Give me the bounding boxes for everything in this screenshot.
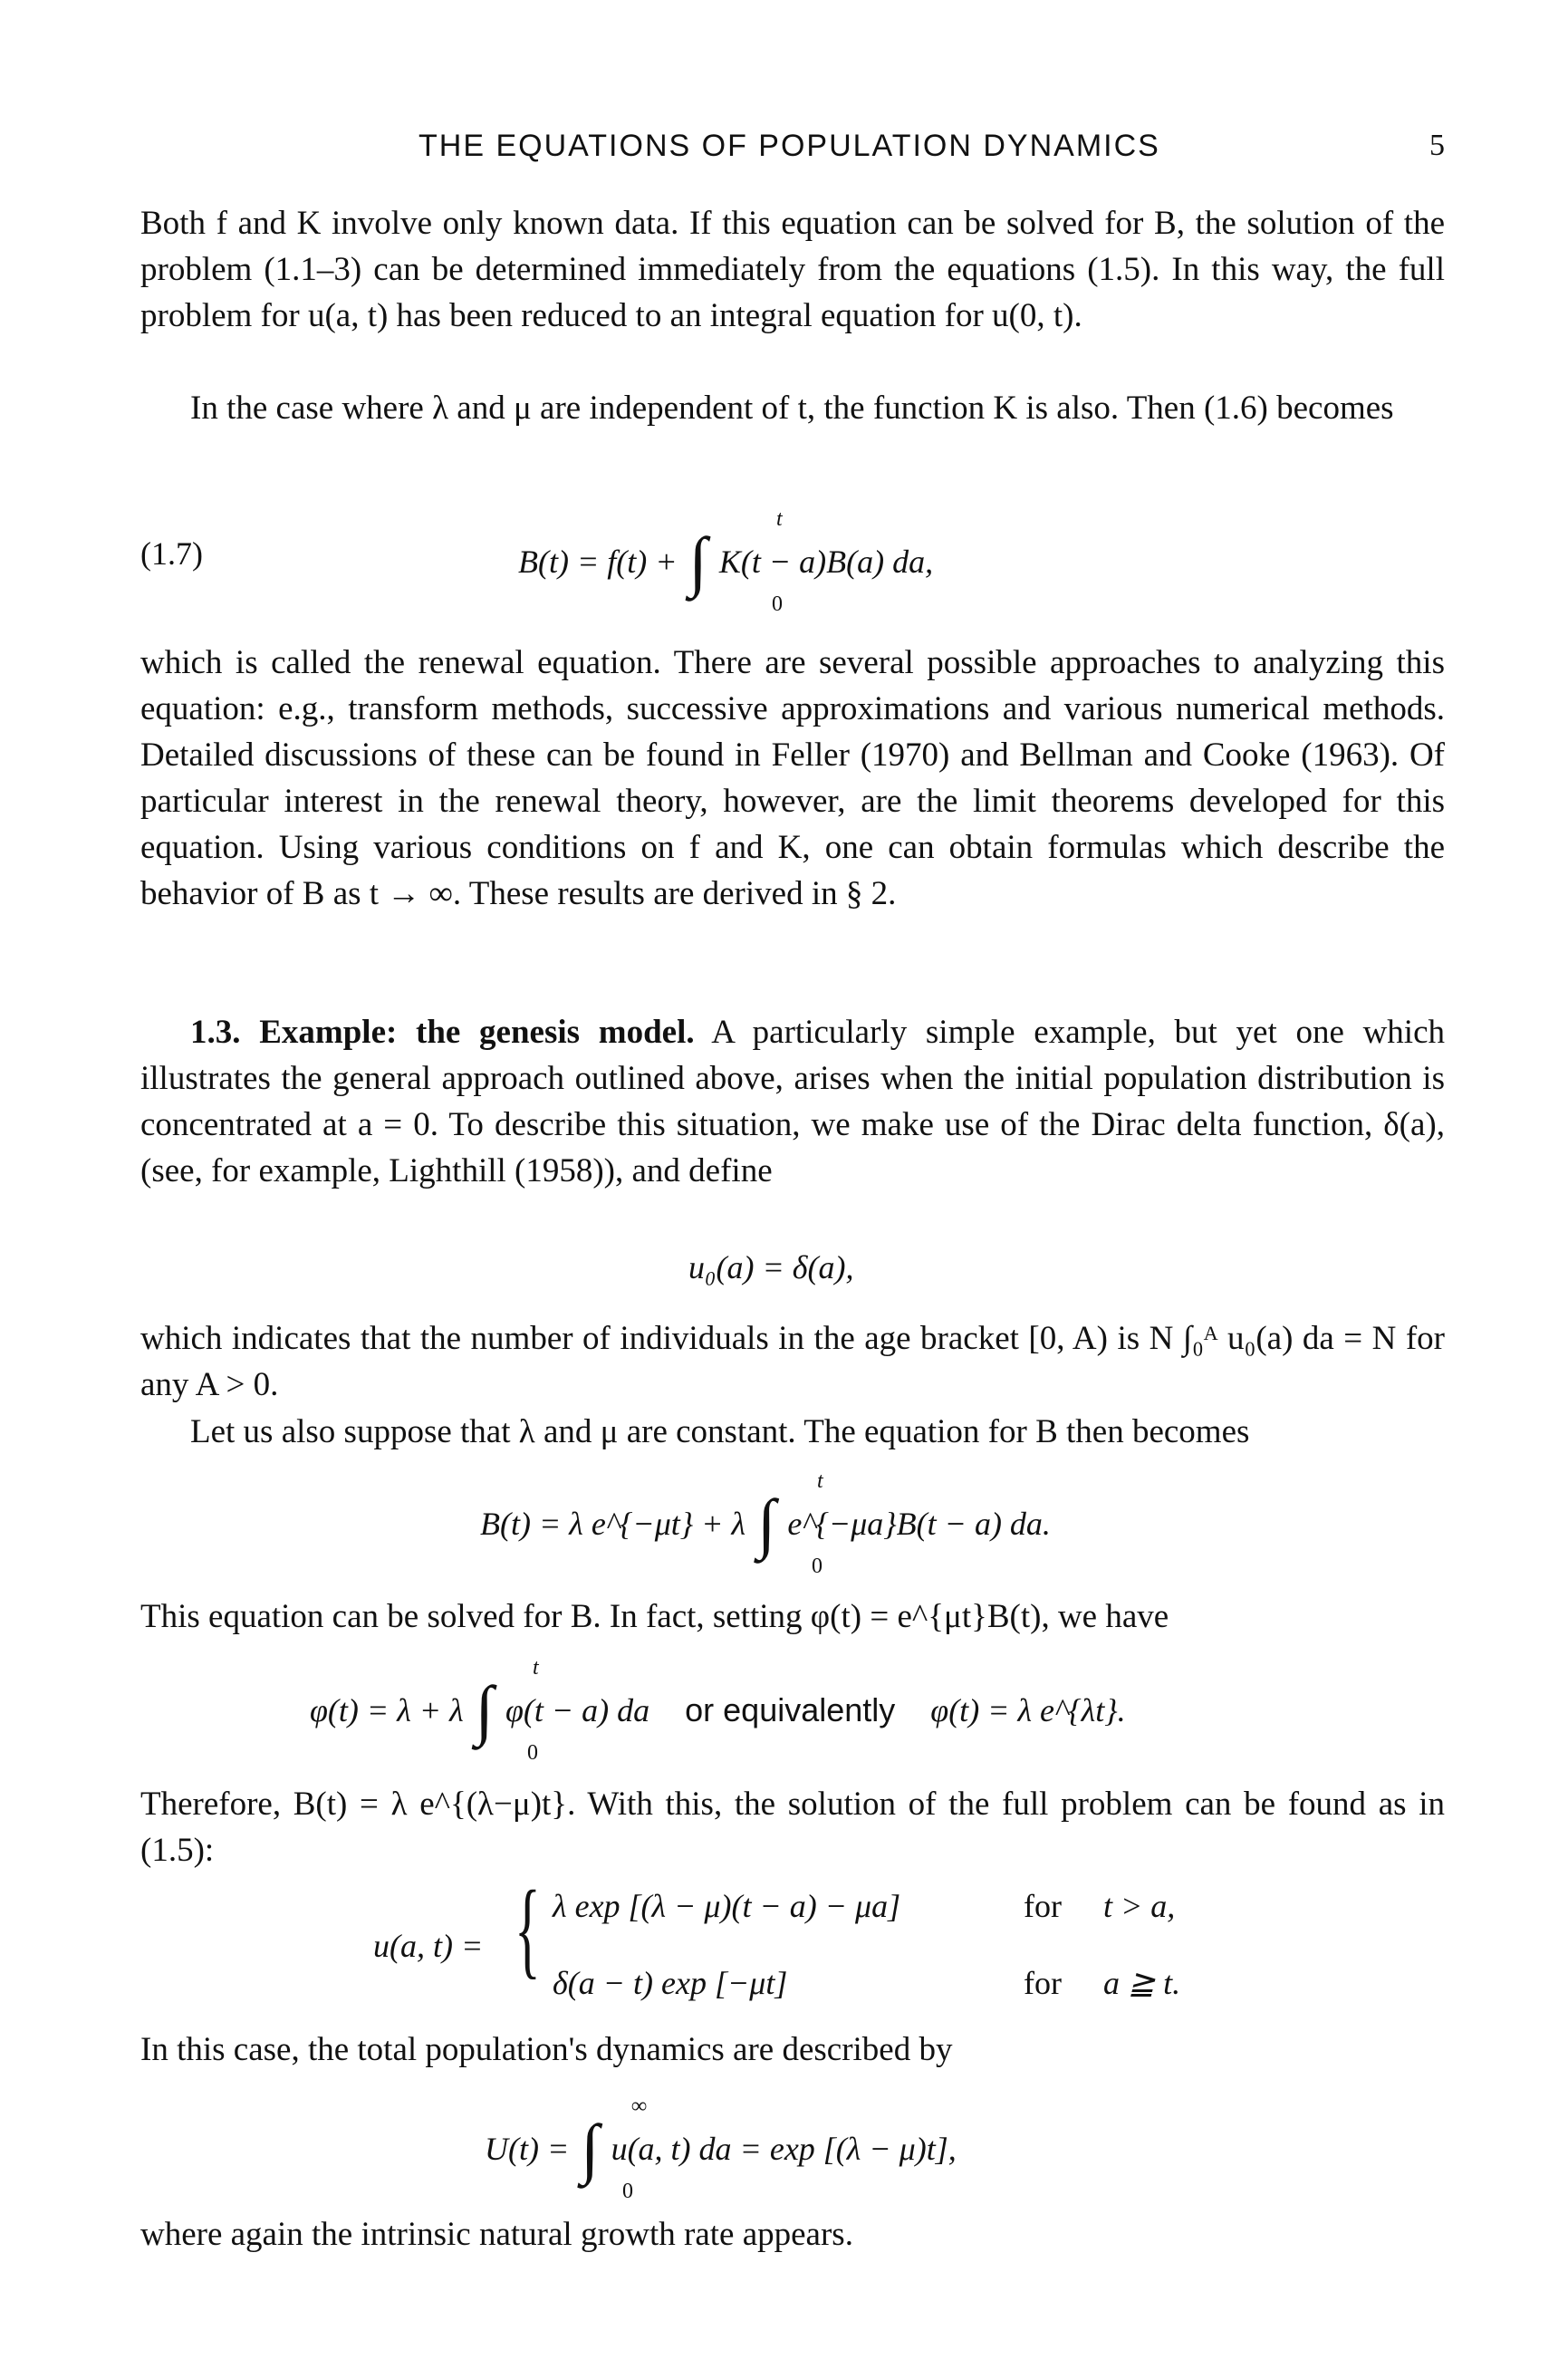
paragraph-4 bbox=[140, 1009, 1445, 1194]
equation-body: u(a, t) da = exp [(λ − μ)t], bbox=[611, 2131, 957, 2167]
equation-body: φ(t − a) da bbox=[505, 1692, 650, 1728]
case-1-for: for bbox=[1024, 1888, 1062, 1924]
equation-body: K(t − a)B(a) da, bbox=[718, 544, 934, 580]
paragraph-10: where again the intrinsic natural growth rate appears. bbox=[140, 2216, 853, 2253]
running-title: THE EQUATIONS OF POPULATION DYNAMICS bbox=[418, 129, 1160, 163]
equation-lhs: u(a, t) = bbox=[373, 1928, 484, 1964]
page-number: 5 bbox=[1429, 129, 1445, 162]
case-1-expression: λ exp [(λ − μ)(t − a) − μa] bbox=[553, 1888, 901, 1924]
paragraph-9: In this case, the total population's dynamics are described by bbox=[140, 2031, 953, 2068]
integral-lower-limit: 0 bbox=[622, 2180, 633, 2203]
paragraph-1: Both f and K involve only known data. If this equation can be solved for B, the solution of the problem (1.1–3) can be determined immediately from the equations (1.5). In this way, the full problem for u(a, t) has been reduced to an integral equation for u(0, t). bbox=[140, 205, 1445, 334]
equation-body: e^{−μa}B(t − a) da. bbox=[787, 1506, 1051, 1542]
section-heading: 1.3. Example: the genesis model. bbox=[190, 1014, 695, 1051]
integral-upper-limit: t bbox=[533, 1656, 539, 1680]
renewal-equation bbox=[518, 507, 934, 616]
integral-sign: ∫ bbox=[475, 1673, 494, 1747]
integral-sign: ∫ bbox=[688, 525, 707, 599]
case-1-condition: t > a, bbox=[1103, 1888, 1176, 1924]
equation-number: (1.7) bbox=[140, 535, 203, 572]
paragraph-8: Therefore, B(t) = λ e^{(λ−μ)t}. With this, the solution of the full problem can be found as in (1.5): bbox=[140, 1786, 1445, 1869]
paragraph-2: In the case where λ and μ are independent of t, the function K is also. Then (1.6) becomes bbox=[190, 390, 1394, 427]
integral-upper-limit: ∞ bbox=[631, 2094, 648, 2118]
paragraph-4-text: A particularly simple example, but yet one which illustrates the general approach outlined above, arises when the initial population distribution is concentrated at a = 0. To describe this situation, we make use of the Dirac delta function, δ(a), (see, for example, Lighthill (1958)), and define bbox=[140, 1014, 1445, 1189]
equation-lhs: U(t) = bbox=[485, 2131, 570, 2167]
initial-distribution-equation: u₀(a) = δ(a), bbox=[688, 1249, 854, 1285]
equation-lhs: B(t) = f(t) + bbox=[518, 544, 678, 580]
paragraph-3 bbox=[140, 640, 1445, 917]
birth-rate-equation bbox=[480, 1469, 1051, 1578]
integral-lower-limit: 0 bbox=[772, 592, 783, 616]
integral-upper-limit: t bbox=[776, 507, 783, 531]
integral-upper-limit: t bbox=[817, 1469, 823, 1493]
paragraph-3-text: which is called the renewal equation. There are several possible approaches to analyzing this equation: e.g., transform methods, successive approximations and various numerical methods. Detailed discussions of these can be found in Feller (1970) and Bellman and Cooke (1963). Of particular interest in the renewal theory, however, are the limit theorems developed for this equation. Using various conditions on f and K, one can obtain formulas which describe the behavior of B as t → ∞. These results are derived in § 2. bbox=[140, 644, 1445, 912]
integral-sign: ∫ bbox=[757, 1487, 776, 1561]
integral-lower-limit: 0 bbox=[812, 1555, 822, 1578]
equation-rhs: φ(t) = λ e^{λt}. bbox=[930, 1692, 1126, 1728]
connective-text: or equivalently bbox=[685, 1691, 896, 1728]
case-2-expression: δ(a − t) exp [−μt] bbox=[553, 1965, 788, 2001]
equation-lhs: B(t) = λ e^{−μt} + λ bbox=[480, 1506, 746, 1542]
left-brace: { bbox=[515, 1868, 541, 1988]
paragraph-5: which indicates that the number of individuals in the age bracket [0, A) is N ∫₀ᴬ u₀(a) da = N for any A > 0. bbox=[140, 1320, 1445, 1403]
phi-equation bbox=[310, 1656, 1126, 1765]
equation-lhs: φ(t) = λ + λ bbox=[310, 1692, 464, 1728]
integral-sign: ∫ bbox=[581, 2112, 600, 2186]
running-header bbox=[0, 129, 1568, 168]
case-2-condition: a ≧ t. bbox=[1103, 1965, 1181, 2001]
case-2-for: for bbox=[1024, 1965, 1062, 2001]
total-population-equation bbox=[485, 2094, 957, 2203]
integral-lower-limit: 0 bbox=[527, 1741, 538, 1765]
paragraph-7: This equation can be solved for B. In fact, setting φ(t) = e^{μt}B(t), we have bbox=[140, 1598, 1169, 1635]
paragraph-6: Let us also suppose that λ and μ are constant. The equation for B then becomes bbox=[190, 1413, 1250, 1450]
